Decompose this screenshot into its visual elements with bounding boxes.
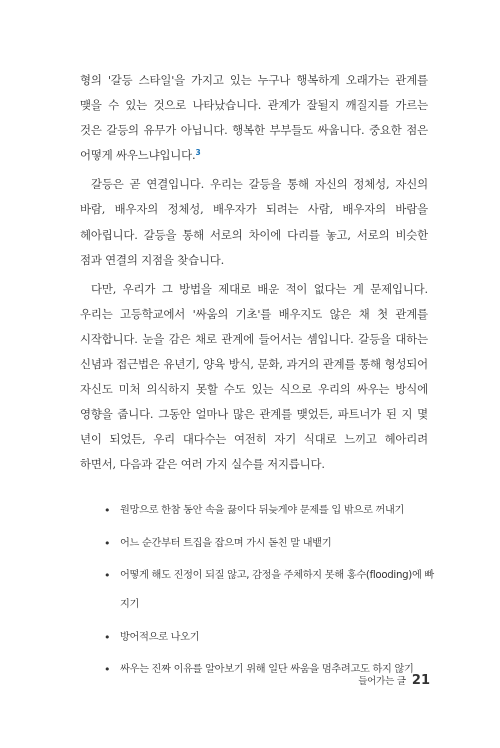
bullet-icon: •	[104, 504, 111, 517]
bullet-icon: •	[104, 663, 111, 676]
list-item-text: 어떻게 해도 진정이 되질 않고, 감정을 주체하지 못해 홍수(flooding)에 빠지기	[120, 570, 434, 610]
page-number: 21	[411, 673, 430, 688]
paragraph-1-text: 형의 '갈등 스타일'을 가지고 있는 누구나 행복하게 오래가는 관계를 맺을 수 있는 것으로 나타났습니다. 관계가 잘될지 깨질지를 가르는 것은 갈등의 유무가 아닙니다. 행복한 부부들도 싸웁니다. 중요한 점은 어떻게 싸우느냐입니다.	[80, 73, 428, 163]
bullet-icon: •	[104, 536, 111, 550]
page-footer	[358, 673, 430, 688]
list-item-text: 방어적으로 나오기	[120, 631, 200, 643]
list-item-text: 원망으로 한참 동안 속을 끓이다 뒤늦게야 문제를 입 밖으로 꺼내기	[120, 505, 405, 516]
list-item-text: 싸우는 진짜 이유를 알아보기 위해 일단 싸움을 멈추려고도 하지 않기	[120, 664, 414, 675]
list-item	[104, 496, 434, 525]
paragraph-1	[80, 68, 428, 168]
body-text	[80, 68, 428, 478]
list-item	[104, 529, 434, 558]
list-item-text: 어느 순간부터 트집을 잡으며 가시 돋친 말 내뱉기	[120, 537, 332, 549]
list-item	[104, 623, 434, 652]
list-item	[104, 561, 434, 619]
footnote-marker[interactable]: 3	[195, 148, 201, 158]
paragraph-3: 다만, 우리가 그 방법을 제대로 배운 적이 없다는 게 문제입니다. 우리는 고등학교에서 '싸움의 기초'를 배우지도 않은 채 첫 관계를 시작합니다. 눈을 감은 채로 관계에 들어서는 셈입니다. 갈등을 대하는 신념과 접근법은 유년기, 양육 방식, 문화, 과거의 관계를 통해 형성되어 자신도 미처 의식하지 못할 수도 있는 식으로 우리의 싸우는 방식에 영향을 줍니다. 그동안 얼마나 많은 관계를 맺었든, 파트너가 된 지 몇 년이 되었든, 우리 대다수는 여전히 자기 식대로 느끼고 헤아리려 하면서, 다음과 같은 여러 가지 실수를 저지릅니다.	[80, 281, 428, 472]
running-head: 들어가는 글	[358, 676, 406, 687]
mistake-list	[104, 496, 434, 684]
paragraph-2: 갈등은 곧 연결입니다. 우리는 갈등을 통해 자신의 정체성, 자신의 바람, 배우자의 정체성, 배우자가 되려는 사람, 배우자의 바람을 헤아립니다. 갈등을 통해 서로의 차이에 다리를 놓고, 서로의 비슷한 점과 연결의 지점을 찾습니다.	[80, 177, 428, 267]
bullet-icon: •	[104, 569, 111, 582]
bullet-icon: •	[104, 630, 111, 644]
